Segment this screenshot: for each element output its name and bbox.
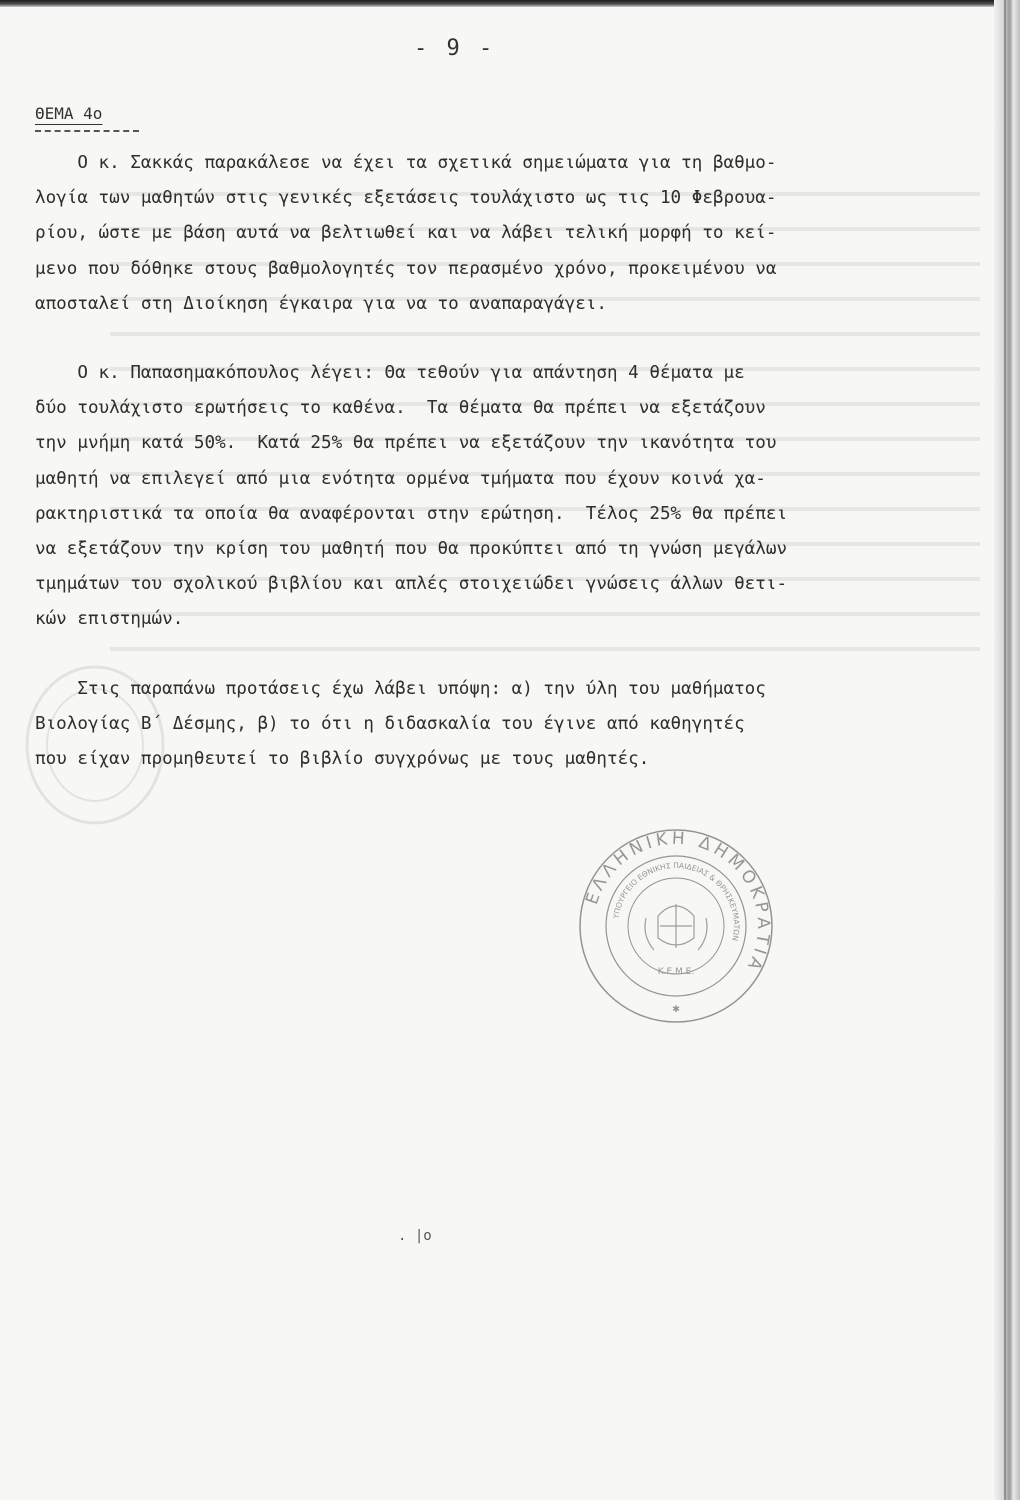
seal-outer-text: ΕΛΛΗΝΙΚΗ ΔΗΜΟΚΡΑΤΙΑ xyxy=(582,828,774,977)
seal-star-icon: ✱ xyxy=(672,1001,680,1015)
text-line: μενο που δόθηκε στους βαθμολογητές τον περασμένο χρόνο, προκειμένου να xyxy=(35,258,777,279)
text-line: αποσταλεί στη Διοίκηση έγκαιρα για να το αναπαραγάγει. xyxy=(35,293,607,314)
text-line: μαθητή να επιλεγεί από μια ενότητα ορμένα τμήματα που έχουν κοινά χα- xyxy=(35,468,766,489)
scan-top-edge xyxy=(0,0,1020,7)
text-line: Στις παραπάνω προτάσεις έχω λάβει υπόψη: α) την ύλη του μαθήματος xyxy=(35,679,766,699)
text-line: να εξετάζουν την κρίση του μαθητή που θα προκύπτει από τη γνώση μεγάλων xyxy=(35,539,788,560)
seal-inner-text: ΥΠΟΥΡΓΕΙΟ ΕΘΝΙΚΗΣ ΠΑΙΔΕΙΑΣ & ΘΡΗΣΚΕΥΜΑΤΩΝ xyxy=(611,860,742,942)
paragraph-1 xyxy=(35,146,985,322)
seal-emblem-icon xyxy=(645,904,707,950)
page-number: - 9 - xyxy=(414,36,496,61)
paragraph-2 xyxy=(35,356,985,638)
svg-text:ΕΛΛΗΝΙΚΗ ΔΗΜΟΚΡΑΤΙΑ xyxy=(582,829,773,977)
text-line: λογία των μαθητών στις γενικές εξετάσεις τουλάχιστο ως τις 10 Φεβρουα- xyxy=(35,188,777,209)
text-line: ρίου, ώστε με βάση αυτά να βελτιωθεί και να λάβει τελική μορφή το κεί- xyxy=(35,223,777,244)
section-heading: ΘΕΜΑ 4ο xyxy=(35,104,103,123)
scan-binding-edge xyxy=(994,0,1020,1500)
text-line: Ο κ. Σακκάς παρακάλεσε να έχει τα σχετικά σημειώματα για τη βαθμο- xyxy=(35,153,777,173)
text-line: δύο τουλάχιστο ερωτήσεις το καθένα. Τα θέματα θα πρέπει να εξετάζουν xyxy=(35,398,766,419)
text-line: τμημάτων του σχολικού βιβλίου και απλές στοιχειώδει γνώσεις άλλων θετι- xyxy=(35,574,788,595)
text-line: Ο κ. Παπασημακόπουλος λέγει: Θα τεθούν για απάντηση 4 θέματα με xyxy=(35,363,745,383)
official-seal-stamp xyxy=(576,826,776,1026)
text-line: ρακτηριστικά τα οποία θα αναφέρονται στην ερώτηση. Τέλος 25% θα πρέπει xyxy=(35,503,788,524)
text-line: Βιολογίας Β΄ Δέσμης, β) το ότι η διδασκαλία του έγινε από καθηγητές xyxy=(35,714,745,735)
seal-bottom-text: Κ.Ε.Μ.Ε. xyxy=(657,967,695,977)
text-line: κών επιστημών. xyxy=(35,609,184,630)
paragraph-3 xyxy=(35,672,985,778)
handwritten-mark: . |ο xyxy=(398,1228,432,1244)
heading-dashed-underline xyxy=(35,130,139,132)
text-line: που είχαν προμηθευτεί το βιβλίο συγχρόνως με τους μαθητές. xyxy=(35,749,650,770)
text-line: την μνήμη κατά 50%. Κατά 25% θα πρέπει να εξετάζουν την ικανότητα του xyxy=(35,433,777,454)
scan-binding-line xyxy=(1004,0,1006,1500)
